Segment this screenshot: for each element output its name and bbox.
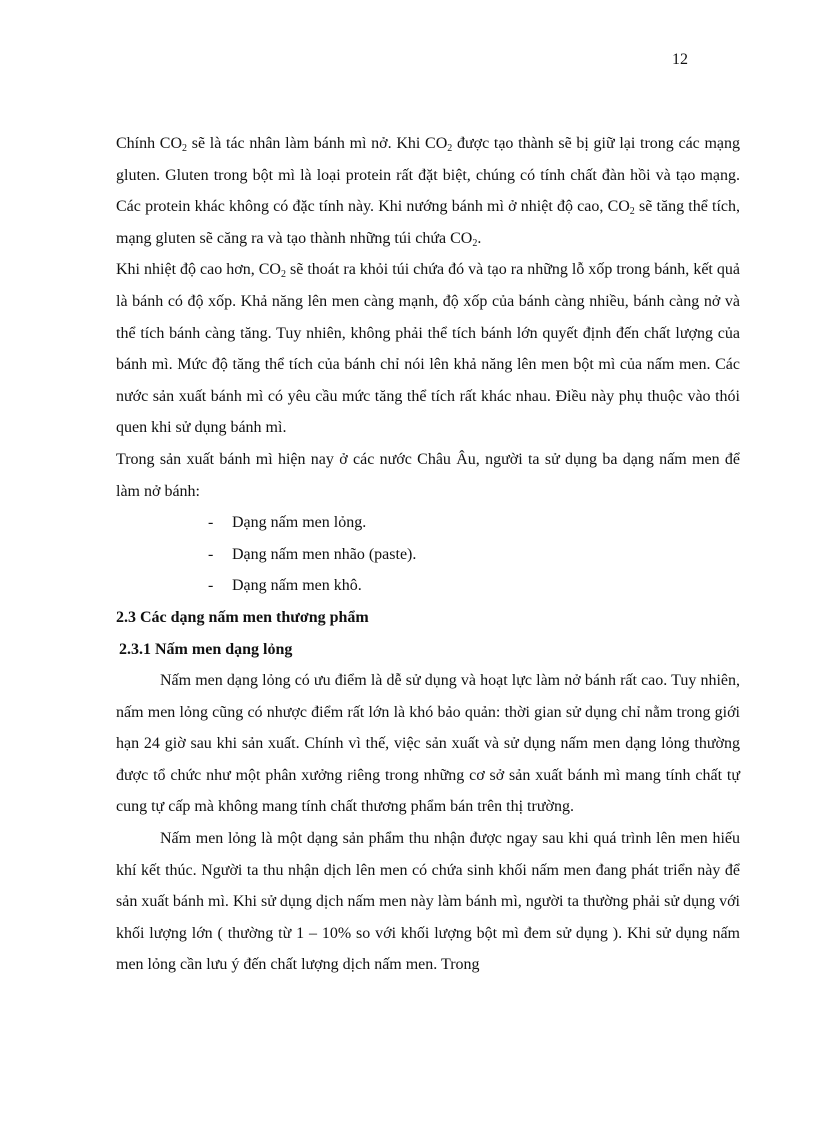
- subscript: 2: [629, 206, 635, 218]
- list-item: - Dạng nấm men lỏng.: [208, 507, 740, 539]
- text-run: sẽ là tác nhân làm bánh mì nở. Khi CO: [187, 135, 448, 152]
- paragraph-temperature: [116, 254, 740, 444]
- text-run: sẽ tăng thể tích, mạng gluten sẽ căng ra và tạo thành những túi chứa CO: [116, 198, 740, 247]
- section-heading-2-3-1: 2.3.1 Nấm men dạng lỏng: [119, 640, 293, 658]
- document-body: [116, 128, 740, 981]
- paragraph-europe-yeast: Trong sản xuất bánh mì hiện nay ở các nước Châu Âu, người ta sử dụng ba dạng nấm men để làm nở bánh:: [116, 450, 740, 500]
- text-run: Khi nhiệt độ cao hơn, CO: [116, 261, 281, 279]
- subscript: 2: [280, 269, 286, 281]
- subscript: 2: [182, 143, 188, 154]
- paragraph-liquid-yeast-definition: Nấm men lỏng là một dạng sản phẩm thu nhận được ngay sau khi quá trình lên men hiếu khí kết thúc. Người ta thu nhận dịch lên men có chứa sinh khối nấm men đang phát triển này để sản xuất bánh mì. Khi sử dụng dịch nấm men này làm bánh mì, người ta thường phải sử dụng với khối lượng lớn ( thường từ 1 – 10% so với khối lượng bột mì đem sử dụng ). Khi sử dụng nấm men lỏng cần lưu ý đến chất lượng dịch nấm men. Trong: [116, 830, 740, 974]
- page-number: 12: [672, 51, 688, 68]
- text-run: được tạo thành sẽ bị giữ lại trong các mạng gluten. Gluten trong bột mì là loại protein rất đặt biệt, chúng có tính chất đàn hồi và tạo mạng. Các protein khác không có đặc tính này. Khi nướng bánh mì ở nhiệt độ cao, CO: [116, 135, 741, 216]
- yeast-forms-list: [116, 507, 740, 602]
- paragraph-liquid-yeast-pros-cons: Nấm men dạng lỏng có ưu điểm là dễ sử dụng và hoạt lực làm nở bánh rất cao. Tuy nhiên, nấm men lỏng cũng có nhược điểm rất lớn là khó bảo quản: thời gian sử dụng chỉ nằm trong giới hạn 24 giờ sau khi sản xuất. Chính vì thế, việc sản xuất và sử dụng nấm men dạng lỏng thường được tổ chức như một phân xưởng riêng trong những cơ sở sản xuất bánh mì mang tính chất tự cung tự cấp mà không mang tính chất thương phẩm bán trên thị trường.: [116, 672, 740, 816]
- section-heading-2-3: 2.3 Các dạng nấm men thương phẩm: [116, 608, 369, 626]
- subscript: 2: [472, 237, 478, 249]
- text-run: Chính CO: [116, 135, 183, 152]
- text-run: sẽ thoát ra khỏi túi chứa đó và tạo ra những lỗ xốp trong bánh, kết quả là bánh có độ xốp. Khả năng lên men càng mạnh, độ xốp của bánh càng nhiều, bánh càng nở và thể tích bánh càng tăng. Tuy nhiên, không phải thể tích bánh lớn quyết định đến chất lượng của bánh mì. Mức độ tăng thể tích của bánh chỉ nói lên khả năng lên men bột mì của nấm men. Các nước sản xuất bánh mì có yêu cầu mức tăng thể tích rất khác nhau. Điều này phụ thuộc vào thói quen khi sử dụng bánh mì.: [116, 261, 740, 437]
- list-item: - Dạng nấm men nhão (paste).: [208, 539, 740, 571]
- text-run: .: [477, 229, 482, 247]
- paragraph-co2-gluten: [116, 128, 740, 254]
- list-item: - Dạng nấm men khô.: [208, 570, 740, 602]
- subscript: 2: [447, 143, 453, 154]
